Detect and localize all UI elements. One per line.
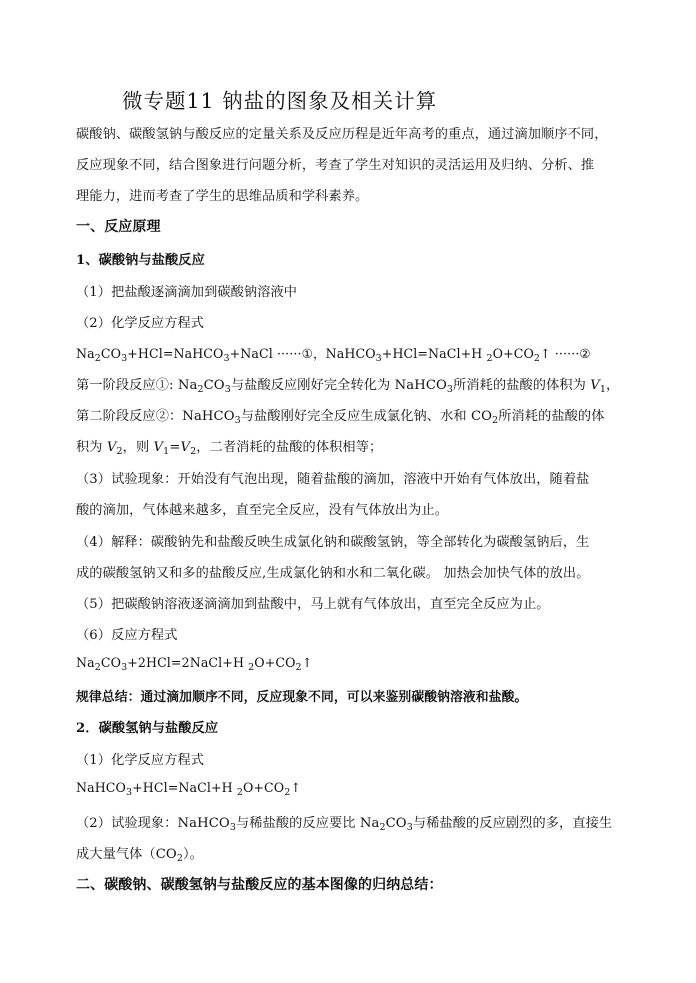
step-1-2: （2）化学反应方程式 xyxy=(76,316,205,331)
step-1-5: （5）把碳酸钠溶液逐滴滴加到盐酸中，马上就有气体放出，直至完全反应为止。 xyxy=(76,597,550,612)
section-heading-1: 一、反应原理 xyxy=(76,219,161,235)
stage-2-text-cont: 积为 $V_2$，则 $V_1=V_2$，二者消耗的盐酸的体积相等； xyxy=(76,440,383,457)
page-title: 微专题11 钠盐的图象及相关计算 xyxy=(122,89,438,113)
intro-line-1: 碳酸钠、碳酸氢钠与酸反应的定量关系及反应历程是近年高考的重点，通过滴加顺序不同， xyxy=(76,127,608,142)
step-2-2-line-2: 成大量气体$(CO_2)$。 xyxy=(76,847,203,864)
equation-1: $Na_2CO_3+HCl=NaHCO_3+NaCl$ ······①，NaHCO$_3$+HCl=NaCl+H $_2O+CO_2↑$ ······② xyxy=(76,346,591,364)
step-2-2-line-1: （2）试验现象：NaHCO$_3$与稀盐酸的反应要比 $Na_2CO_3$与稀盐酸的反应剧烈的多，直接生 xyxy=(76,816,613,833)
intro-line-3: 理能力，进而考查了学生的思维品质和学科素养。 xyxy=(76,189,369,204)
step-1-3-line-1: （3）试验现象：开始没有气泡出现，随着盐酸的滴加，溶液中开始有气体放出，随着盐 xyxy=(76,472,590,487)
equation-2: $Na_2CO_3+2HCl=2NaCl+H$ $_2O+CO_2↑$ xyxy=(76,655,313,673)
step-1-4-line-2: 成的碳酸氢钠又和多的盐酸反应,生成氯化钠和水和二氧化碳。 加热会加快气体的放出。 xyxy=(76,566,590,581)
step-2-1: （1）化学反应方程式 xyxy=(76,753,205,768)
step-1-3-line-2: 酸的滴加，气体越来越多，直至完全反应，没有气体放出为止。 xyxy=(76,503,449,518)
rule-summary: 规律总结：通过滴加顺序不同，反应现象不同，可以来鉴别碳酸钠溶液和盐酸。 xyxy=(76,690,528,705)
step-1-1: （1）把盐酸逐滴滴加到碳酸钠溶液中 xyxy=(76,285,298,300)
stage-2-text: 第二阶段反应②：NaHCO$_3$与盐酸刚好完全反应生成氯化钠、水和 $CO_2$所消耗的盐酸的体 xyxy=(76,409,605,426)
subsection-heading-2: 2．碳酸氢钠与盐酸反应 xyxy=(76,721,219,736)
stage-1-text: 第一阶段反应①: $Na_2CO_3$与盐酸反应刚好完全转化为 NaHCO$_3$所消耗的盐酸的体积为 $V_1$， xyxy=(76,378,620,395)
equation-3: NaHCO$_3$+HCl=NaCl+H $_2O+CO_2↑$ xyxy=(76,780,302,798)
section-heading-2: 二、碳酸钠、碳酸氢钠与盐酸反应的基本图像的归纳总结： xyxy=(76,877,443,893)
subsection-heading-1: 1、碳酸钠与盐酸反应 xyxy=(76,253,205,268)
step-1-6: （6）反应方程式 xyxy=(76,628,178,643)
intro-line-2: 反应现象不同，结合图象进行问题分析，考查了学生对知识的灵活运用及归纳、分析、推 xyxy=(76,158,595,173)
step-1-4-line-1: （4）解释：碳酸钠先和盐酸反映生成氯化钠和碳酸氢钠，等全部转化为碳酸氢钠后，生 xyxy=(76,535,590,550)
